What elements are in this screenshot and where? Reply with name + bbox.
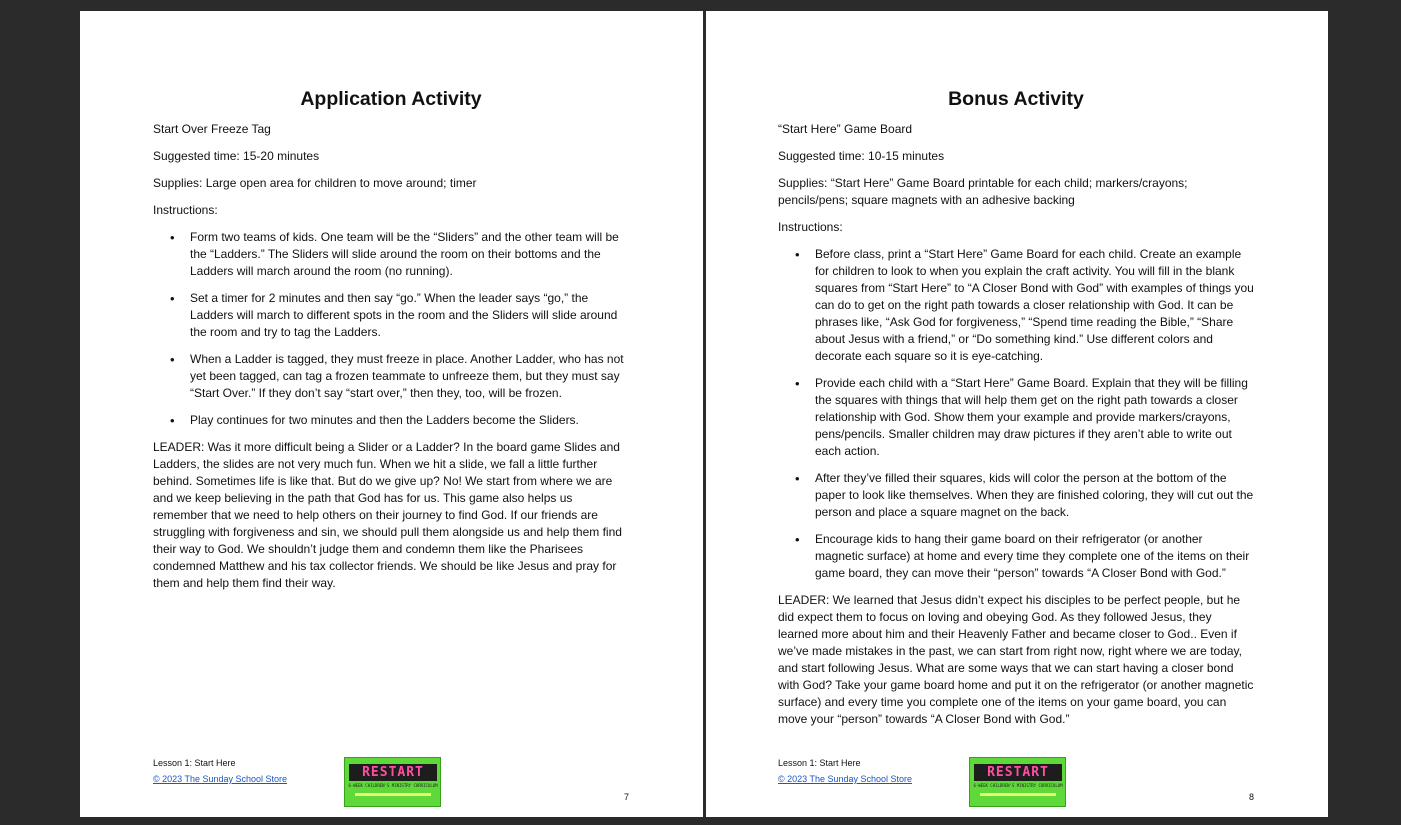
page-content bbox=[706, 11, 1328, 738]
restart-logo bbox=[344, 757, 441, 807]
logo-bar bbox=[980, 793, 1056, 796]
activity-name: Start Over Freeze Tag bbox=[153, 122, 271, 136]
list-item: • After they’ve filled their squares, kids will color the person at the bottom of the paper to look like themselves. When they are finished coloring, they will cut out the person and place a square magnet on the back. bbox=[815, 470, 1254, 521]
supplies: Supplies: “Start Here” Game Board printable for each child; markers/crayons; pencils/pens; square magnets with an adhesive backing bbox=[778, 176, 1188, 207]
leader-paragraph: LEADER: Was it more difficult being a Slider or a Ladder? In the board game Slides and Ladders, the slides are not very much fun. When we hit a slide, we fall a little further behind. Sometimes life is like that. But do we give up? No! We start from where we are and we keep believing in the path that God has for us. This game also helps us remember that we need to help others on their journey to find God. If our friends are struggling with forgiveness and sin, we should pull them alongside us and help them find their way to God. We shouldn’t judge them and condemn them like the Pharisees condemned Matthew and his tax collector friends. We should be like Jesus and pray for them and help them find their way. bbox=[153, 440, 622, 590]
page-title: Application Activity bbox=[300, 88, 482, 110]
page-number: 7 bbox=[623, 792, 629, 802]
list-item: • Before class, print a “Start Here” Game Board for each child. Create an example for children to look to when you explain the craft activity. You will fill in the blank squares from “Start Here” to “A Closer Bond with God” with examples of things you can do to get on the right path towards a closer relationship with God. It can be phrases like, “Ask God for forgiveness,” “Spend time reading the Bible,” “Share about Jesus with a friend,” or “Do something kind.” Use different colors and decorate each square so it is eye-catching. bbox=[815, 246, 1254, 365]
supplies: Supplies: Large open area for children to move around; timer bbox=[153, 176, 477, 190]
instructions-heading: Instructions: bbox=[778, 220, 843, 234]
list-item: • Set a timer for 2 minutes and then say “go.” When the leader says “go,” the Ladders will march to different spots in the room and the Sliders will slide around the room and try to tag the Ladders. bbox=[190, 290, 629, 341]
page-content bbox=[80, 11, 703, 602]
page-title: Bonus Activity bbox=[948, 88, 1084, 110]
logo-subtitle: 6-WEEK CHILDREN'S MINISTRY CURRICULUM bbox=[348, 783, 438, 788]
leader-paragraph: LEADER: We learned that Jesus didn’t expect his disciples to be perfect people, but he did expect them to focus on loving and obeying God. As they followed Jesus, they learned more about him and their Heavenly Father and became closer to God.. Even if we’ve made mistakes in the past, we can start from right now, right where we are today, and start following Jesus. What are some ways that we can start having a closer bond with God? Take your game board home and put it on the refrigerator (or another magnetic surface) and every time you complete one of the items on your game board, you can move your “person” towards “A Closer Bond with God.” bbox=[778, 593, 1254, 726]
copyright-link[interactable]: © 2023 The Sunday School Store bbox=[778, 774, 913, 784]
footer-lesson: Lesson 1: Start Here bbox=[153, 758, 236, 768]
suggested-time: Suggested time: 10-15 minutes bbox=[778, 149, 945, 163]
list-item: • Play continues for two minutes and then the Ladders become the Sliders. bbox=[190, 412, 629, 429]
page-footer bbox=[778, 757, 1254, 807]
list-item: • Encourage kids to hang their game board on their refrigerator (or another magnetic surface) at home and every time they complete one of the items on their game board, they can move their “person” towards “A Closer Bond with God.” bbox=[815, 531, 1254, 582]
logo-subtitle: 6-WEEK CHILDREN'S MINISTRY CURRICULUM bbox=[973, 783, 1063, 788]
instructions-list bbox=[778, 246, 1254, 582]
restart-logo bbox=[969, 757, 1066, 807]
copyright-link[interactable]: © 2023 The Sunday School Store bbox=[153, 774, 288, 784]
list-item: • Form two teams of kids. One team will be the “Sliders” and the other team will be the “Ladders.” The Sliders will slide around the room on their bottoms and the Ladders will march around the room (no running). bbox=[190, 229, 629, 280]
document-page-7 bbox=[80, 11, 703, 817]
page-footer bbox=[153, 757, 629, 807]
logo-wordmark: RESTART bbox=[349, 764, 437, 781]
list-item: • Provide each child with a “Start Here” Game Board. Explain that they will be filling the squares with things that will help them get on the right path towards a closer relationship with God. Show them your example and provide markers/crayons, pens/pencils. Smaller children may draw pictures if they aren’t able to write out each action. bbox=[815, 375, 1254, 460]
activity-name: “Start Here” Game Board bbox=[778, 122, 913, 136]
suggested-time: Suggested time: 15-20 minutes bbox=[153, 149, 320, 163]
list-item: • When a Ladder is tagged, they must freeze in place. Another Ladder, who has not yet been tagged, can tag a frozen teammate to unfreeze them, but they must say “Start Over.” If they don’t say “start over,” then they, too, will be frozen. bbox=[190, 351, 629, 402]
logo-wordmark: RESTART bbox=[974, 764, 1062, 781]
document-page-8 bbox=[706, 11, 1328, 817]
footer-lesson: Lesson 1: Start Here bbox=[778, 758, 861, 768]
instructions-list bbox=[153, 229, 629, 429]
instructions-heading: Instructions: bbox=[153, 203, 218, 217]
page-number: 8 bbox=[1248, 792, 1254, 802]
logo-bar bbox=[355, 793, 431, 796]
